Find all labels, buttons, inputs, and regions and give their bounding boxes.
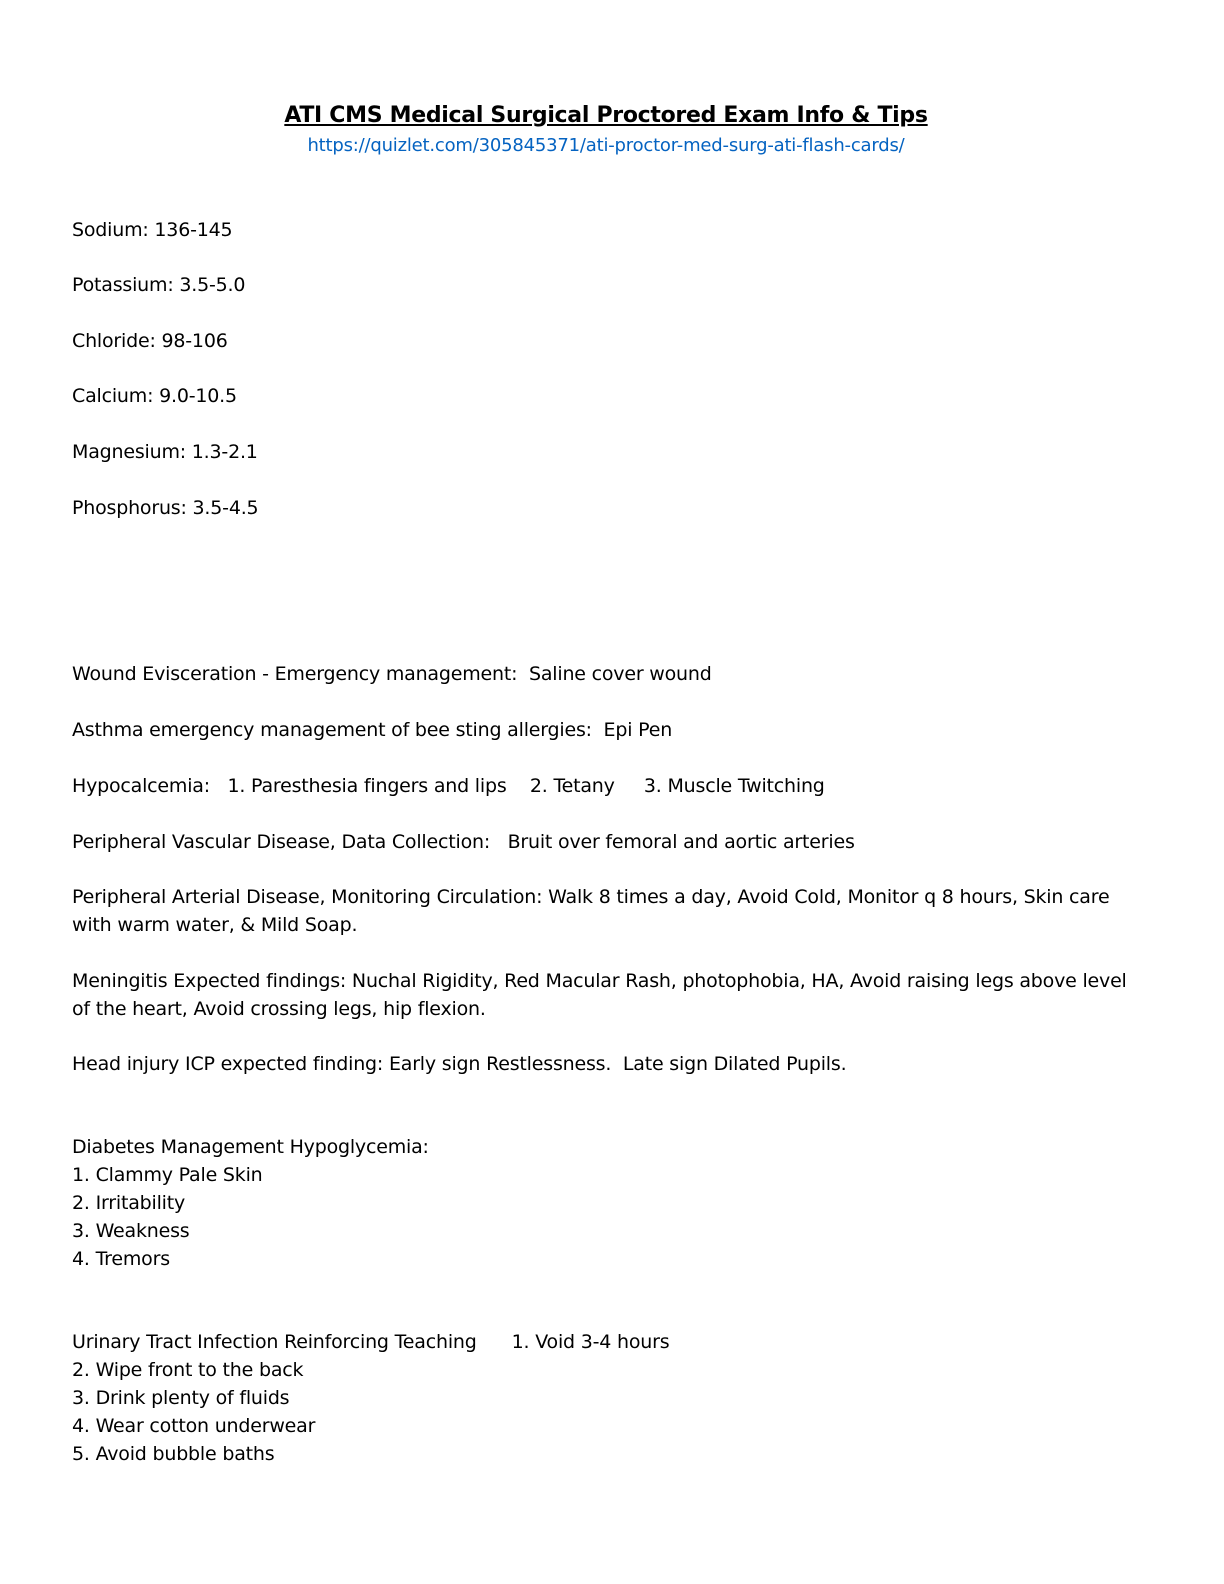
note-meningitis: Meningitis Expected findings: Nuchal Rigidity, Red Macular Rash, photophobia, HA, Avoid raising legs above level of the heart, Avoid crossing legs, hip flexion. [72, 970, 1127, 1020]
list-item: 2. Irritability [72, 1192, 186, 1214]
list-item: 2. Wipe front to the back [72, 1359, 304, 1381]
calcium-range: Calcium: 9.0-10.5 [72, 385, 237, 407]
diabetes-list [72, 1161, 263, 1273]
potassium-range: Potassium: 3.5-5.0 [72, 274, 246, 296]
list-item: 4. Wear cotton underwear [72, 1415, 316, 1437]
note-wound-evisceration: Wound Evisceration - Emergency management: Saline cover wound [72, 663, 712, 685]
uti-heading: Urinary Tract Infection Reinforcing Teaching 1. Void 3-4 hours [72, 1331, 670, 1353]
list-item: 5. Avoid bubble baths [72, 1443, 275, 1465]
phosphorus-range: Phosphorus: 3.5-4.5 [72, 497, 259, 519]
quizlet-link[interactable]: https://quizlet.com/305845371/ati-proctor-med-surg-ati-flash-cards/ [307, 135, 905, 156]
list-item: 4. Tremors [72, 1248, 170, 1270]
list-item: 1. Clammy Pale Skin [72, 1164, 263, 1186]
note-peripheral-arterial: Peripheral Arterial Disease, Monitoring Circulation: Walk 8 times a day, Avoid Cold, Monitor q 8 hours, Skin care with warm water, & Mild Soap. [72, 886, 1110, 936]
document-title: ATI CMS Medical Surgical Proctored Exam Info & Tips [284, 103, 928, 128]
note-head-injury: Head injury ICP expected finding: Early sign Restlessness. Late sign Dilated Pupils. [72, 1053, 847, 1075]
magnesium-range: Magnesium: 1.3-2.1 [72, 441, 258, 463]
note-peripheral-vascular: Peripheral Vascular Disease, Data Collection: Bruit over femoral and aortic arteries [72, 831, 855, 853]
list-item: 3. Drink plenty of fluids [72, 1387, 290, 1409]
uti-list [72, 1356, 315, 1468]
sodium-range: Sodium: 136-145 [72, 219, 233, 241]
chloride-range: Chloride: 98-106 [72, 330, 228, 352]
note-asthma-bee-sting: Asthma emergency management of bee sting allergies: Epi Pen [72, 719, 673, 741]
list-item: 3. Weakness [72, 1220, 190, 1242]
diabetes-heading: Diabetes Management Hypoglycemia: [72, 1136, 429, 1158]
note-hypocalcemia: Hypocalcemia: 1. Paresthesia fingers and lips 2. Tetany 3. Muscle Twitching [72, 775, 825, 797]
